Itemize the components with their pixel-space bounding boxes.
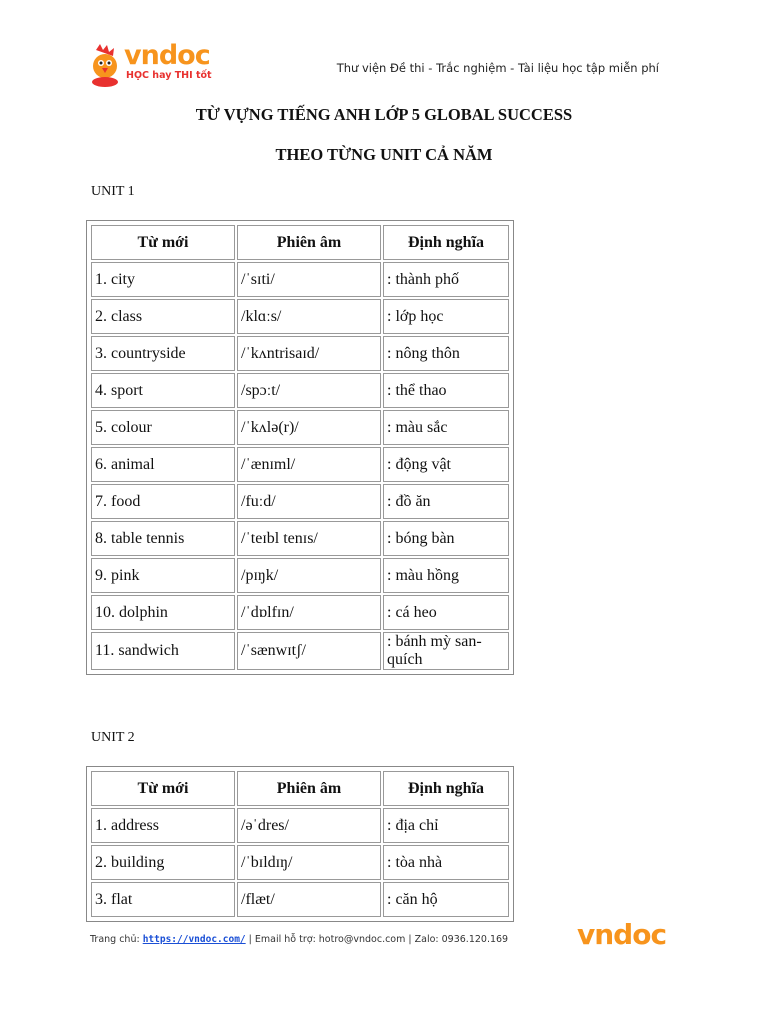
definition-cell: : thành phố: [383, 262, 509, 297]
table-row: [91, 484, 509, 519]
pronunciation-cell: /ˈænɪml/: [237, 447, 381, 482]
col-header-pronunciation: Phiên âm: [237, 225, 381, 260]
header-tagline: Thư viện Đề thi - Trắc nghiệm - Tài liệu học tập miễn phí: [336, 61, 659, 75]
unit-2-rows: [91, 808, 509, 917]
word-cell: 3. flat: [91, 882, 235, 917]
definition-cell: : bóng bàn: [383, 521, 509, 556]
word-cell: 10. dolphin: [91, 595, 235, 630]
pronunciation-cell: /flæt/: [237, 882, 381, 917]
definition-cell: : địa chỉ: [383, 808, 509, 843]
pronunciation-cell: /ˈsænwɪtʃ/: [237, 632, 381, 670]
unit-1-table: [86, 220, 514, 675]
definition-cell: : đồ ăn: [383, 484, 509, 519]
word-cell: 2. class: [91, 299, 235, 334]
page-subtitle: THEO TỪNG UNIT CẢ NĂM: [275, 145, 493, 164]
table-row: [91, 336, 509, 371]
logo-tagline: HỌC hay THI tốt: [126, 70, 212, 81]
logo-wordmark: vndoc: [124, 40, 210, 71]
vndoc-logo[interactable]: [86, 40, 212, 88]
pronunciation-cell: /pɪŋk/: [237, 558, 381, 593]
table-row: [91, 595, 509, 630]
pronunciation-cell: /ˈteɪbl tenɪs/: [237, 521, 381, 556]
col-header-word: Từ mới: [91, 225, 235, 260]
definition-cell: : động vật: [383, 447, 509, 482]
definition-cell: : cá heo: [383, 595, 509, 630]
word-cell: 5. colour: [91, 410, 235, 445]
pronunciation-cell: /ˈdɒlfɪn/: [237, 595, 381, 630]
footer-home-label: Trang chủ:: [90, 934, 143, 945]
unit-1-label: UNIT 1: [91, 184, 135, 199]
word-cell: 1. address: [91, 808, 235, 843]
word-cell: 7. food: [91, 484, 235, 519]
word-cell: 9. pink: [91, 558, 235, 593]
unit-2-label: UNIT 2: [91, 730, 135, 745]
page-header: [0, 0, 768, 100]
footer-home-link[interactable]: https://vndoc.com/: [142, 934, 246, 945]
col-header-definition: Định nghĩa: [383, 225, 509, 260]
col-header-definition: Định nghĩa: [383, 771, 509, 806]
word-cell: 4. sport: [91, 373, 235, 408]
footer-contact-info: | Email hỗ trợ: hotro@vndoc.com | Zalo: 0936.120.169: [245, 934, 509, 945]
table-row: [91, 262, 509, 297]
page-title: TỪ VỰNG TIẾNG ANH LỚP 5 GLOBAL SUCCESS: [195, 105, 573, 124]
pronunciation-cell: /ˈkʌntrisaɪd/: [237, 336, 381, 371]
pronunciation-cell: /fuːd/: [237, 484, 381, 519]
pronunciation-cell: /spɔːt/: [237, 373, 381, 408]
table-row: [91, 410, 509, 445]
col-header-pronunciation: Phiên âm: [237, 771, 381, 806]
pronunciation-cell: /əˈdres/: [237, 808, 381, 843]
pronunciation-cell: /ˈbɪldɪŋ/: [237, 845, 381, 880]
table-row: [91, 882, 509, 917]
definition-cell: : bánh mỳ san-quích: [383, 632, 509, 670]
table-row: [91, 845, 509, 880]
table-row: [91, 521, 509, 556]
definition-cell: : tòa nhà: [383, 845, 509, 880]
footer-logo[interactable]: vndoc: [577, 918, 667, 951]
definition-cell: : nông thôn: [383, 336, 509, 371]
definition-cell: : căn hộ: [383, 882, 509, 917]
unit-2-table: [86, 766, 514, 922]
chicken-mascot-icon: [86, 44, 124, 88]
page-footer: [90, 934, 508, 945]
table-row: [91, 373, 509, 408]
col-header-word: Từ mới: [91, 771, 235, 806]
definition-cell: : màu hồng: [383, 558, 509, 593]
word-cell: 2. building: [91, 845, 235, 880]
unit-1-rows: [91, 262, 509, 670]
pronunciation-cell: /klɑːs/: [237, 299, 381, 334]
pronunciation-cell: /ˈsɪti/: [237, 262, 381, 297]
definition-cell: : màu sắc: [383, 410, 509, 445]
table-header-row: [91, 225, 509, 260]
word-cell: 8. table tennis: [91, 521, 235, 556]
table-row: [91, 447, 509, 482]
word-cell: 1. city: [91, 262, 235, 297]
definition-cell: : lớp học: [383, 299, 509, 334]
pronunciation-cell: /ˈkʌlə(r)/: [237, 410, 381, 445]
table-row: [91, 808, 509, 843]
table-row: [91, 299, 509, 334]
table-header-row: [91, 771, 509, 806]
word-cell: 11. sandwich: [91, 632, 235, 670]
definition-cell: : thể thao: [383, 373, 509, 408]
word-cell: 6. animal: [91, 447, 235, 482]
table-row: [91, 632, 509, 670]
table-row: [91, 558, 509, 593]
word-cell: 3. countryside: [91, 336, 235, 371]
